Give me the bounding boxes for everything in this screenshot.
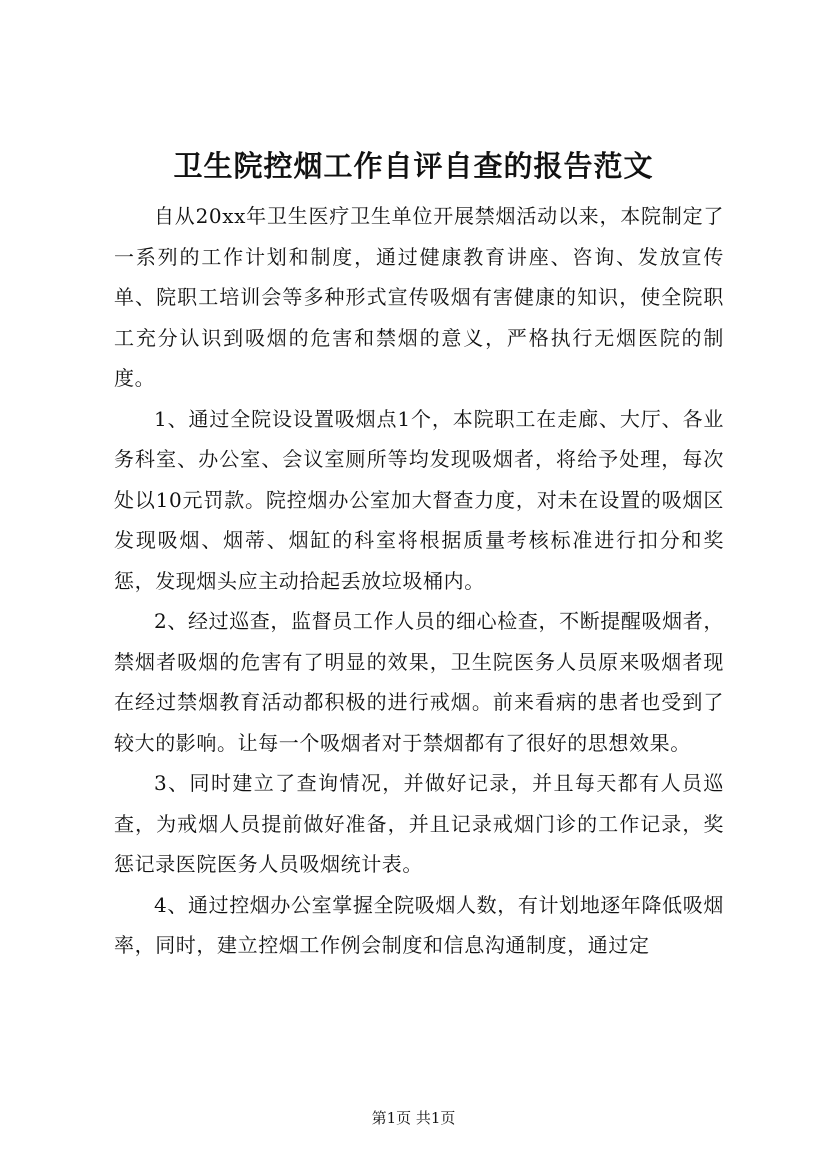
paragraph-item-2: 2、经过巡查，监督员工作人员的细心检查，不断提醒吸烟者，禁烟者吸烟的危害有了明显的效果，卫生院医务人员原来吸烟者现在经过禁烟教育活动都积极的进行戒烟。前来看病的患者也受到了较大的影响。让每一个吸烟者对于禁烟都有了很好的思想效果。 (114, 609, 724, 755)
paragraph-item-4: 4、通过控烟办公室掌握全院吸烟人数，有计划地逐年降低吸烟率，同时，建立控烟工作例会制度和信息沟通制度，通过定 (114, 892, 724, 957)
page-number-footer: 第1页 共1页 (371, 1109, 456, 1127)
paragraph-intro: 自从20xx年卫生医疗卫生单位开展禁烟活动以来，本院制定了一系列的工作计划和制度，通过健康教育讲座、咨询、发放宣传单、院职工培训会等多种形式宣传吸烟有害健康的知识，使全院职工充分认识到吸烟的危害和禁烟的意义，严格执行无烟医院的制度。 (114, 204, 724, 390)
document-body (114, 196, 724, 966)
document-title: 卫生院控烟工作自评自查的报告范文 (173, 149, 654, 183)
paragraph-item-1: 1、通过全院设设置吸烟点1个，本院职工在走廊、大厅、各业务科室、办公室、会议室厕所等均发现吸烟者，将给予处理，每次处以10元罚款。院控烟办公室加大督查力度，对未在设置的吸烟区发现吸烟、烟蒂、烟缸的科室将根据质量考核标准进行扣分和奖惩，发现烟头应主动拾起丢放垃圾桶内。 (114, 406, 724, 593)
paragraph-item-3: 3、同时建立了查询情况，并做好记录，并且每天都有人员巡查，为戒烟人员提前做好准备，并且记录戒烟门诊的工作记录，奖惩记录医院医务人员吸烟统计表。 (114, 771, 724, 876)
